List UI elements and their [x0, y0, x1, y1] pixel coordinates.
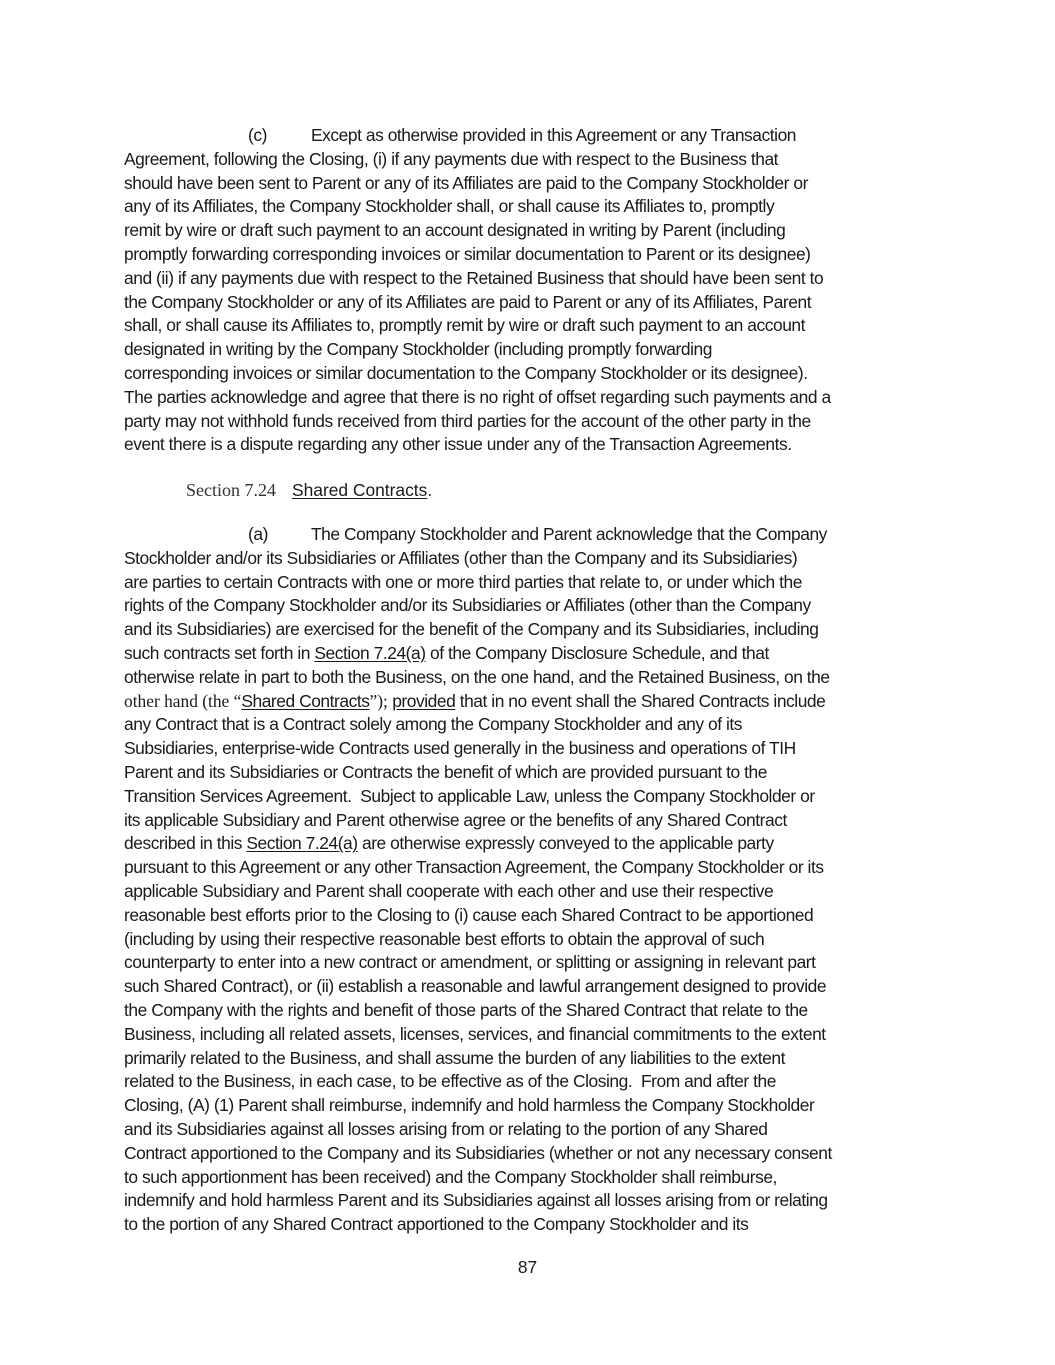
text-line	[124, 1213, 944, 1237]
text-line	[124, 1023, 944, 1047]
paragraph-a	[124, 523, 944, 1237]
text-line	[124, 433, 944, 457]
text-line	[124, 172, 944, 196]
defined-term-reference: Section 7.24(a)	[246, 833, 358, 854]
text-line	[124, 291, 944, 315]
text-line	[124, 1166, 944, 1190]
subsection-label: (a)	[248, 524, 268, 544]
text-run: its applicable Subsidiary and Parent otherwise agree or the benefits of any Shared Contract	[124, 809, 787, 830]
text-line	[124, 410, 944, 434]
text-run: that in no event shall the Shared Contracts include	[455, 690, 826, 711]
text-line	[124, 1189, 944, 1213]
text-run: any Contract that is a Contract solely among the Company Stockholder and any of its	[124, 714, 743, 735]
text-line	[124, 547, 944, 571]
defined-term-reference: Section 7.24(a)	[314, 642, 426, 663]
text-line	[124, 338, 944, 362]
text-run: and (ii) if any payments due with respect to the Retained Business that should have been sent to	[124, 267, 824, 288]
text-run: of the Company Disclosure Schedule, and that	[425, 642, 769, 663]
text-line	[124, 267, 944, 291]
text-line	[124, 1142, 944, 1166]
text-run: primarily related to the Business, and shall assume the burden of any liabilities to the extent	[124, 1047, 785, 1068]
text-line	[124, 809, 944, 833]
text-run: rights of the Company Stockholder and/or its Subsidiaries or Affiliates (other than the Company	[124, 595, 811, 616]
text-line	[124, 1070, 944, 1094]
text-line	[124, 713, 944, 737]
text-line	[124, 761, 944, 785]
text-run: Agreement, following the Closing, (i) if any payments due with respect to the Business that	[124, 148, 779, 169]
text-line	[124, 737, 944, 761]
text-run: and its Subsidiaries) are exercised for the benefit of the Company and its Subsidiaries, including	[124, 619, 819, 640]
text-run: designated in writing by the Company Stockholder (including promptly forwarding	[124, 339, 712, 360]
text-line	[124, 386, 944, 410]
text-run: otherwise relate in part to both the Business, on the one hand, and the Retained Business, on the	[124, 666, 830, 687]
text-run: described in this	[124, 833, 247, 854]
text-run: Transition Services Agreement. Subject to applicable Law, unless the Company Stockholder or	[124, 785, 815, 806]
page-number: 87	[517, 1257, 538, 1277]
text-run: applicable Subsidiary and Parent shall cooperate with each other and use their respective	[124, 880, 774, 901]
text-line	[124, 571, 944, 595]
text-line	[124, 1118, 944, 1142]
text-line	[124, 666, 944, 690]
text-run: promptly forwarding corresponding invoices or similar documentation to Parent or its designee)	[124, 243, 811, 264]
text-run: The parties acknowledge and agree that there is no right of offset regarding such payments and a	[124, 386, 831, 407]
text-run: such contracts set forth in	[124, 642, 315, 663]
text-line	[124, 642, 944, 666]
text-run: the Company Stockholder or any of its Affiliates are paid to Parent or any of its Affiliates, Parent	[124, 291, 812, 312]
text-line	[124, 856, 944, 880]
text-line	[124, 785, 944, 809]
text-line	[124, 832, 944, 856]
text-run: ”);	[369, 690, 393, 711]
text-run: such Shared Contract), or (ii) establish a reasonable and lawful arrangement designed to provide	[124, 976, 827, 997]
text-run: and its Subsidiaries against all losses arising from or relating to the portion of any Shared	[124, 1118, 768, 1139]
section-number: Section 7.24	[186, 480, 276, 500]
text-run: reasonable best efforts prior to the Closing to (i) cause each Shared Contract to be apportioned	[124, 904, 814, 925]
text-line	[124, 975, 944, 999]
text-run: shall, or shall cause its Affiliates to, promptly remit by wire or draft such payment to an account	[124, 315, 806, 336]
text-run: any of its Affiliates, the Company Stockholder shall, or shall cause its Affiliates to, promptly	[124, 196, 775, 217]
text-run: the Company with the rights and benefit of those parts of the Shared Contract that relate to the	[124, 999, 808, 1020]
text-line	[124, 523, 944, 547]
text-run: remit by wire or draft such payment to an account designated in writing by Parent (including	[124, 220, 786, 241]
text-line	[124, 928, 944, 952]
subsection-label: (c)	[248, 125, 267, 145]
section-heading	[186, 478, 432, 502]
text-run: pursuant to this Agreement or any other Transaction Agreement, the Company Stockholder or its	[124, 857, 824, 878]
text-run: to such apportionment has been received) and the Company Stockholder shall reimburse,	[124, 1166, 777, 1187]
text-run: Except as otherwise provided in this Agreement or any Transaction	[311, 125, 797, 145]
text-line	[124, 594, 944, 618]
text-run: party may not withhold funds received from third parties for the account of the other party in the	[124, 410, 811, 431]
text-line	[124, 195, 944, 219]
text-run: corresponding invoices or similar documentation to the Company Stockholder or its designee).	[124, 362, 808, 383]
text-line	[124, 219, 944, 243]
text-run: (including by using their respective reasonable best efforts to obtain the approval of such	[124, 928, 765, 949]
text-run: Business, including all related assets, licenses, services, and financial commitments to the extent	[124, 1023, 826, 1044]
text-run: indemnify and hold harmless Parent and its Subsidiaries against all losses arising from or relating	[124, 1190, 828, 1211]
section-title-suffix: .	[427, 480, 433, 500]
text-line	[124, 999, 944, 1023]
text-line	[124, 362, 944, 386]
text-line	[124, 1047, 944, 1071]
text-run: other hand (the “	[124, 690, 242, 711]
text-line	[124, 314, 944, 338]
text-run: to the portion of any Shared Contract apportioned to the Company Stockholder and its	[124, 1214, 749, 1235]
text-run: Closing, (A) (1) Parent shall reimburse, indemnify and hold harmless the Company Stockholder	[124, 1095, 815, 1116]
text-run: are otherwise expressly conveyed to the applicable party	[357, 833, 774, 854]
text-line	[124, 904, 944, 928]
text-line	[124, 951, 944, 975]
text-run: Parent and its Subsidiaries or Contracts the benefit of which are provided pursuant to the	[124, 761, 767, 782]
section-title: Shared Contracts	[292, 480, 428, 500]
text-line	[124, 1094, 944, 1118]
text-line	[124, 690, 944, 714]
paragraph-c	[124, 124, 944, 457]
text-line	[124, 243, 944, 267]
text-run: Stockholder and/or its Subsidiaries or Affiliates (other than the Company and its Subsidiaries)	[124, 547, 798, 568]
text-run: Subsidiaries, enterprise-wide Contracts used generally in the business and operations of TIH	[124, 738, 796, 759]
text-run: are parties to certain Contracts with one or more third parties that relate to, or under which the	[124, 571, 802, 592]
text-run: event there is a dispute regarding any other issue under any of the Transaction Agreements.	[124, 434, 792, 455]
text-run: Contract apportioned to the Company and its Subsidiaries (whether or not any necessary consent	[124, 1142, 832, 1163]
text-run: The Company Stockholder and Parent acknowledge that the Company	[311, 524, 827, 544]
text-line	[124, 124, 944, 148]
defined-term-reference: provided	[392, 690, 456, 711]
defined-term-reference: Shared Contracts	[241, 690, 370, 711]
text-run: counterparty to enter into a new contract or amendment, or splitting or assigning in relevant part	[124, 952, 816, 973]
text-run: related to the Business, in each case, to be effective as of the Closing. From and after the	[124, 1071, 776, 1092]
text-line	[124, 618, 944, 642]
text-run: should have been sent to Parent or any of its Affiliates are paid to the Company Stockholder or	[124, 172, 808, 193]
text-line	[124, 880, 944, 904]
text-line	[124, 148, 944, 172]
